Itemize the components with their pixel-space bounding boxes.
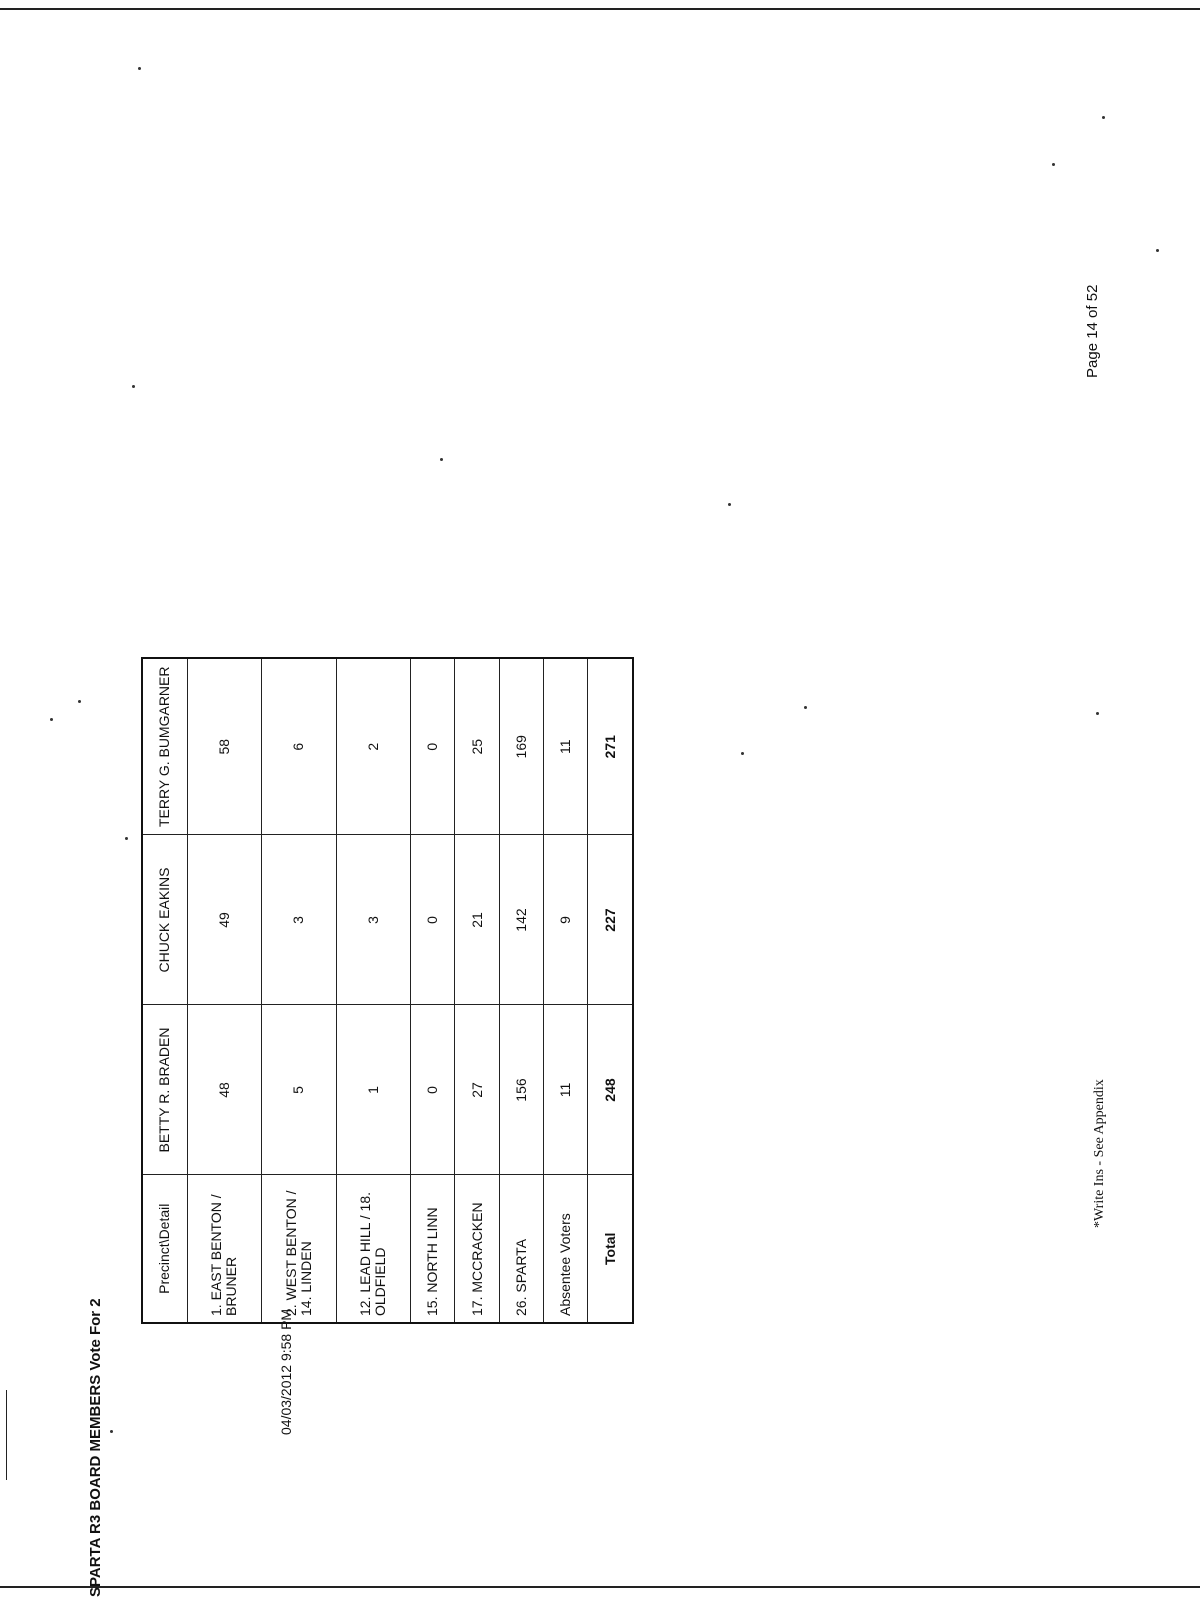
- vote-cell: 156: [499, 1005, 543, 1175]
- precinct-cell: 26. SPARTA: [499, 1175, 543, 1323]
- table-row: [455, 658, 499, 1323]
- table-row: [411, 658, 455, 1323]
- vote-cell: 49: [187, 835, 261, 1005]
- scan-speck: [1156, 249, 1159, 252]
- table-row: [543, 658, 587, 1323]
- vote-cell: 25: [455, 658, 499, 835]
- page-number: Page 14 of 52: [1084, 284, 1101, 378]
- vote-cell: 9: [543, 835, 587, 1005]
- precinct-cell: 17. MCCRACKEN: [455, 1175, 499, 1323]
- scan-speck: [741, 752, 744, 755]
- write-ins-note: *Write Ins - See Appendix: [1092, 1079, 1107, 1228]
- table-row: [336, 658, 410, 1323]
- scan-speck: [1096, 712, 1099, 715]
- vote-cell: 3: [262, 835, 336, 1005]
- vote-cell: 11: [543, 1005, 587, 1175]
- header-candidate-eakins: CHUCK EAKINS: [142, 835, 187, 1005]
- vote-cell: 21: [455, 835, 499, 1005]
- vote-cell: 11: [543, 658, 587, 835]
- scan-speck: [50, 718, 53, 721]
- scan-speck: [138, 67, 141, 70]
- header-candidate-braden: BETTY R. BRADEN: [142, 1005, 187, 1175]
- table-row: [262, 658, 336, 1323]
- left-scan-mark: [6, 1390, 7, 1480]
- report-title: SPARTA R3 BOARD MEMBERS Vote For 2: [87, 1298, 104, 1597]
- header-candidate-bumgarner: TERRY G. BUMGARNER: [142, 658, 187, 835]
- scan-speck: [1102, 116, 1105, 119]
- scan-speck: [804, 706, 807, 709]
- vote-cell: 6: [262, 658, 336, 835]
- total-cell: 227: [588, 835, 633, 1005]
- vote-cell: 48: [187, 1005, 261, 1175]
- scan-speck: [125, 837, 128, 840]
- vote-cell: 0: [411, 658, 455, 835]
- total-row: [588, 658, 633, 1323]
- results-table: [141, 657, 634, 1324]
- precinct-cell: 15. NORTH LINN: [411, 1175, 455, 1323]
- vote-cell: 5: [262, 1005, 336, 1175]
- precinct-cell: 12. LEAD HILL / 18. OLDFIELD: [336, 1175, 410, 1323]
- vote-cell: 1: [336, 1005, 410, 1175]
- total-cell: 248: [588, 1005, 633, 1175]
- precinct-cell: 1. EAST BENTON / BRUNER: [187, 1175, 261, 1323]
- total-label: Total: [588, 1175, 633, 1323]
- precinct-cell: 2. WEST BENTON / 14. LINDEN: [262, 1175, 336, 1323]
- scan-speck: [728, 503, 731, 506]
- precinct-cell: Absentee Voters: [543, 1175, 587, 1323]
- vote-cell: 142: [499, 835, 543, 1005]
- vote-cell: 58: [187, 658, 261, 835]
- scan-speck: [110, 1430, 113, 1433]
- bottom-scan-border: [0, 1586, 1200, 1588]
- report-timestamp: 04/03/2012 9:58 PM: [278, 1308, 294, 1435]
- vote-cell: 169: [499, 658, 543, 835]
- vote-cell: 0: [411, 835, 455, 1005]
- vote-cell: 27: [455, 1005, 499, 1175]
- scan-speck: [440, 458, 443, 461]
- header-precinct: Precinct\Detail: [142, 1175, 187, 1323]
- scan-speck: [78, 700, 81, 703]
- total-cell: 271: [588, 658, 633, 835]
- top-scan-border: [0, 8, 1200, 10]
- header-row: [142, 658, 187, 1323]
- vote-cell: 0: [411, 1005, 455, 1175]
- results-table-wrapper: [141, 659, 634, 1324]
- vote-cell: 2: [336, 658, 410, 835]
- table-row: [187, 658, 261, 1323]
- scan-speck: [132, 385, 135, 388]
- scan-speck: [1052, 163, 1055, 166]
- vote-cell: 3: [336, 835, 410, 1005]
- table-row: [499, 658, 543, 1323]
